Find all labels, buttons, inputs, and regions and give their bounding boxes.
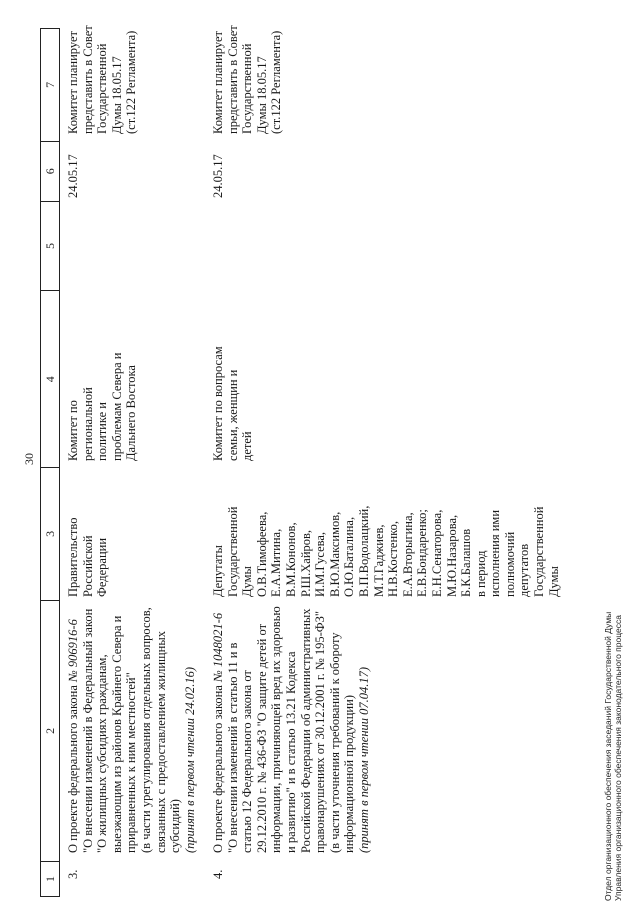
text-line: Комитет по вопросам	[211, 346, 225, 461]
text-line: (ст.122 Регламента)	[269, 30, 284, 134]
text-line: "О жилищных субсидиях гражданам,	[95, 654, 110, 853]
bill-number: № 1048021-6	[211, 612, 225, 682]
text-line: представить в Совет	[225, 25, 240, 134]
header-cell-6: 6	[41, 141, 59, 201]
bill-intro: О проекте федерального закона	[211, 682, 225, 853]
text-line: депутатов	[517, 543, 532, 597]
text-line: Н.В.Костенко,	[386, 521, 401, 597]
text-line: выезжающим из районов Крайнего Севера и	[109, 615, 124, 853]
text-line: в период	[473, 550, 488, 597]
text-line: Дальнего Востока	[124, 365, 139, 461]
text-line: представить в Совет	[80, 25, 95, 134]
text-line: М.Т.Гаджиев,	[371, 524, 386, 597]
reading-note: (принят в первом чтении 24.02.16)	[182, 666, 197, 853]
text-line: Думы	[240, 566, 255, 597]
deadline-date: 24.05.17	[66, 154, 80, 198]
footer-line: Управления организационного обеспечения законодательного процесса	[613, 615, 623, 901]
text-line: приравненных к ним местностей"	[124, 672, 139, 853]
text-line: В.П.Водолацкий,	[356, 505, 371, 597]
header-cell-1: 1	[41, 861, 59, 896]
bill-description	[66, 607, 197, 853]
text-line: Комитет планирует	[211, 31, 225, 134]
committee-note	[66, 25, 139, 134]
text-line: В.Ю.Максимов,	[327, 511, 342, 597]
text-line: информационной продукции)	[342, 695, 357, 853]
header-cell-2: 2	[41, 600, 59, 861]
text-line: Государственной	[225, 506, 240, 597]
text-line: Государственной	[95, 43, 110, 134]
text-line: Думы	[546, 566, 561, 597]
deadline-date: 24.05.17	[211, 154, 225, 198]
text-line: Думы 18.05.17	[109, 56, 124, 134]
header-cell-3: 3	[41, 467, 59, 600]
text-line: информации, причиняющей вред их здоровью	[269, 606, 284, 853]
table-header-row	[40, 28, 60, 897]
text-line: правонарушениях от 30.12.2001 г. № 195-ФЗ"	[313, 610, 328, 853]
text-line: Государственной	[532, 506, 547, 597]
text-line: Комитет планирует	[66, 31, 80, 134]
text-line: Р.Ш.Хайров,	[298, 529, 313, 597]
bill-intro: О проекте федерального закона	[66, 682, 80, 853]
text-line: Российской	[80, 535, 95, 597]
responsible-committee	[211, 346, 255, 461]
text-line: Думы 18.05.17	[254, 56, 269, 134]
footer-line: Отдел организационного обеспечения заседаний Государственной Думы	[603, 611, 613, 901]
bill-number: № 906916-6	[66, 619, 80, 682]
text-line: (в части урегулирования отдельных вопросов,	[138, 607, 153, 853]
text-line: Комитет по	[66, 400, 80, 461]
text-line: субсидий)	[168, 799, 183, 853]
initiator	[211, 506, 561, 597]
text-line: 29.12.2010 г. № 436-ФЗ "О защите детей от	[254, 623, 269, 853]
text-line: детей	[240, 431, 255, 461]
bill-description	[211, 606, 372, 853]
text-line: и развитию" и в статью 13.21 Кодекса	[283, 651, 298, 853]
text-line: региональной	[80, 387, 95, 461]
bill-heading-line	[211, 606, 226, 853]
text-line: Депутаты	[211, 545, 225, 597]
text-line: Федерации	[95, 537, 110, 597]
reading-note: (принят в первом чтении 07.04.17)	[356, 666, 371, 853]
header-cell-7: 7	[43, 81, 57, 88]
text-line: О.В.Тимофеева,	[254, 511, 269, 597]
initiator	[66, 518, 110, 597]
text-line: связанных с предоставлением жилищных	[153, 630, 168, 853]
text-line: Е.А.Митина,	[269, 528, 284, 597]
header-cell-5: 5	[41, 201, 59, 291]
committee-note	[211, 25, 284, 134]
header-cell-4: 4	[41, 290, 59, 467]
text-line: "О внесении изменений в статью 11 и в	[225, 642, 240, 853]
text-line: Государственной	[240, 43, 255, 134]
text-line: исполнения ими	[488, 509, 503, 597]
text-line: Российской Федерации об административных	[298, 608, 313, 853]
text-line: Е.В.Бондаренко;	[415, 509, 430, 597]
responsible-committee	[66, 353, 139, 461]
text-line: статью 12 Федерального закона от	[240, 670, 255, 853]
bill-heading-line	[66, 607, 81, 853]
text-line: проблемам Севера и	[109, 352, 124, 461]
text-line: В.М.Кононов,	[283, 522, 298, 597]
text-line: Е.Н.Сенаторова,	[429, 509, 444, 597]
text-line: И.М.Гусева,	[313, 531, 328, 597]
page-footer	[603, 612, 623, 901]
text-line: политике и	[95, 402, 110, 461]
row-number: 3.	[66, 869, 80, 879]
row-number: 4.	[211, 869, 225, 879]
text-line: полномочий	[502, 531, 517, 597]
text-line: (в части уточнения требований к обороту	[327, 632, 342, 853]
text-line: Е.А.Вторыгина,	[400, 512, 415, 597]
text-line: семьи, женщин и	[225, 369, 240, 461]
text-line: Б.К.Балашов	[459, 528, 474, 597]
text-line: (ст.122 Регламента)	[124, 30, 139, 134]
text-line: М.Ю.Назарова,	[444, 514, 459, 597]
text-line: О.Ю.Баталина,	[342, 516, 357, 597]
text-line: "О внесении изменений в Федеральный закон	[80, 608, 95, 853]
text-line: Правительство	[66, 517, 80, 597]
page-number: 30	[22, 453, 36, 465]
